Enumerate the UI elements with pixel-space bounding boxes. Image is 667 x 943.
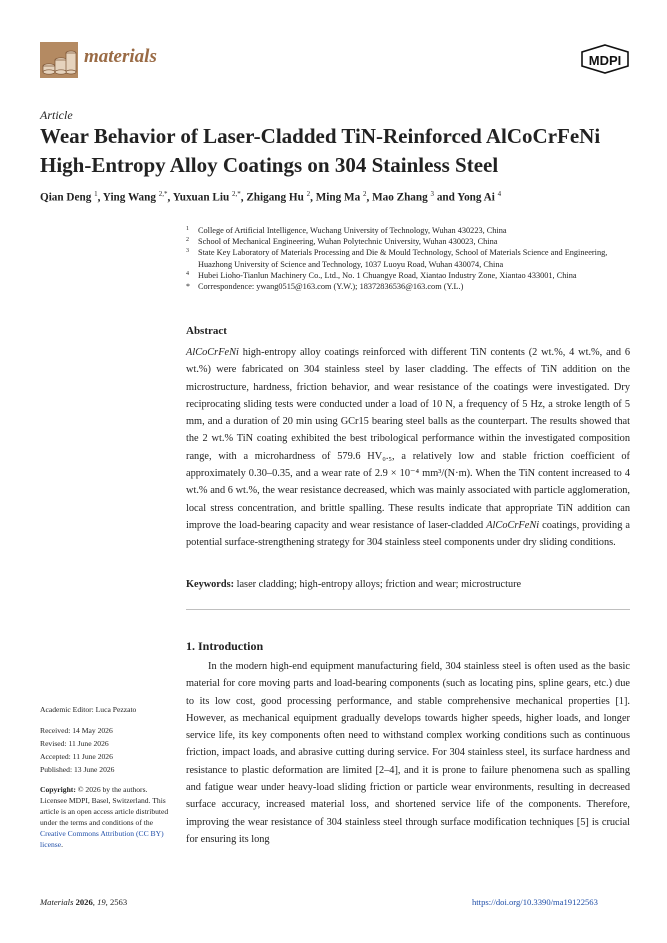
correspondence-text: Correspondence: ywang0515@163.com (Y.W.); 18372836536@163.com (Y.L.): [198, 282, 464, 292]
date-accepted: Accepted: 11 June 2026: [40, 752, 113, 761]
abstract-tail: coatings, providing a potential surface-strengthening strategy for 304 stainless steel components under dry sliding conditions.: [186, 519, 630, 549]
keywords-text: laser cladding; high-entropy alloys; friction and wear; microstructure: [236, 579, 522, 590]
author-affil-ref: 3: [430, 190, 435, 198]
affiliation-number: 1: [186, 226, 189, 232]
affiliations: [186, 225, 631, 292]
copyright-text: © 2026 by the authors. Licensee MDPI, Basel, Switzerland. This article is an open access article distributed under the terms and conditions of the: [40, 785, 169, 827]
abstract-mid-italic: AlCoCrFeNi: [486, 519, 540, 531]
journal-name: materials: [84, 46, 157, 67]
author-name: Qian Deng: [40, 191, 92, 204]
author-name: Yong Ai: [457, 191, 495, 204]
paper-title: Wear Behavior of Laser-Cladded TiN-Reinforced AlCoCrFeNi High-Entropy Alloy Coatings on 304 Stainless Steel: [40, 124, 601, 177]
footer-year: 2026: [75, 897, 93, 907]
doi-link[interactable]: https://doi.org/10.3390/ma19122563: [472, 897, 598, 907]
date-revised: Revised: 11 June 2026: [40, 739, 109, 748]
author-name: Zhigang Hu: [246, 191, 304, 204]
section-divider: [186, 609, 630, 610]
article-type: Article: [40, 108, 73, 122]
abstract-heading: Abstract: [186, 325, 227, 337]
mdpi-logo: [580, 44, 630, 74]
affiliation-item: [186, 225, 631, 236]
date-published: Published: 13 June 2026: [40, 765, 115, 774]
affiliation-text: Hubei Lioho-Tianlun Machinery Co., Ltd., No. 1 Chuangye Road, Xiantao Industry Zone, Xiantao 433001, China: [198, 270, 577, 280]
section-heading-introduction: 1. Introduction: [186, 639, 264, 653]
keywords: [186, 579, 630, 590]
footer-article-number: 2563: [109, 897, 128, 907]
author-name: Mao Zhang: [372, 191, 428, 204]
cc-license-link[interactable]: Creative Commons Attribution (CC BY) license: [40, 829, 164, 849]
academic-editor: Academic Editor: Luca Pezzato: [40, 705, 137, 714]
abstract-lead-italic: AlCoCrFeNi: [186, 347, 239, 358]
correspondence-marker: *: [186, 282, 190, 292]
author-list: Qian Deng $^1$, Ying Wang $^{2,*}$, Yuxuan Liu $^{2,*}$, Zhigang Hu $^2$, Ming Ma $^2$, Mao Zhang $^3$ and Yong Ai $^4$: [40, 190, 502, 204]
footer-citation: Materials 2026, 19, 2563: [40, 897, 128, 907]
affiliation-number: 4: [186, 270, 189, 277]
introduction-paragraph: In the modern high-end equipment manufacturing field, 304 stainless steel is often used as the basic material for core moving parts and load-bearing components (such as locating pins, spline gears, etc.) due to its low cost, good processing performance, and stable comprehensive mechanical properties [1]. However, as mechanical equipment gradually develops towards higher speeds, higher loads, and longer service life, its key components often need to withstand complex working conditions such as continuous friction, impact loads, and abrasive cutting during service. For 304 stainless steel, its surface hardness and resistance to plastic deformation are limited [2–4], and it is prone to failure phenomena such as spalling and fatigue wear under heavy-load sliding friction or particle wear environments, resulting in decreased surface accuracy, increased material loss, and shortened service life of the components. Therefore, improving the wear resistance of 304 stainless steel through surface modification techniques [5] is crucial for ensuring its long: [186, 661, 630, 845]
copyright-notice: [40, 784, 172, 850]
author-affil-ref: 2: [306, 190, 311, 198]
introduction-body: [186, 658, 630, 848]
affiliation-item: [186, 247, 631, 269]
affiliation-number: 3: [186, 248, 189, 255]
publisher-name: MDPI: [588, 53, 622, 68]
footer-volume: 19: [97, 897, 106, 907]
author-affil-ref: 2,*: [158, 190, 168, 198]
author-name: Ming Ma: [315, 191, 361, 204]
correspondence-item: [186, 281, 631, 292]
journal-logo-icon: [40, 42, 78, 78]
footer-journal: Materials: [40, 897, 74, 907]
author-affil-ref: 1: [94, 190, 98, 198]
author-affil-ref: 2: [362, 190, 367, 198]
affiliation-item: [186, 236, 631, 247]
copyright-end: .: [61, 840, 63, 849]
affiliation-item: [186, 270, 631, 281]
date-received: Received: 14 May 2026: [40, 726, 113, 735]
author-affil-ref: 2,*: [231, 190, 241, 198]
abstract-text: high-entropy alloy coatings reinforced with different TiN contents (2 wt.%, 4 wt.%, and 6 wt.%) were fabricated on 304 stainless steel by laser cladding. The effects of TiN addition on the microstructure, hardness, friction behavior, and wear resistance of the coatings were investigated. Dry reciprocating sliding tests were conducted under a load of 10 N, a frequency of 5 Hz, a stroke length of 5 mm, and a duration of 20 min using GCr15 bearing steel balls as the counterpart. The results showed that the 2 wt.% TiN coating exhibited the best tribological performance within the investigated composition range, with a microhardness of 579.6 HV₀.₅, a relatively low and stable friction coefficient of approximately 0.30–0.35, and a wear rate of 2.9 × 10⁻⁴ mm³/(N·m). When the TiN content increased to 4 wt.% and 6 wt.%, the wear resistance decreased, which was mainly associated with particle agglomeration, local stress concentration, and brittle spalling. These results indicate that appropriate TiN addition can improve the load-bearing capacity and wear resistance of laser-cladded: [186, 347, 630, 531]
abstract-body: [186, 344, 630, 552]
author-affil-ref: 4: [497, 190, 502, 198]
affiliation-text: State Key Laboratory of Materials Processing and Die & Mould Technology, School of Materials Science and Engineering, Huazhong University of Science and Technology, 1037 Luoyu Road, Wuhan 430074, China: [198, 248, 608, 269]
keywords-label: Keywords:: [186, 579, 235, 590]
author-name: Ying Wang: [102, 191, 156, 204]
affiliation-number: 2: [186, 237, 189, 244]
affiliation-text: School of Mechanical Engineering, Wuhan Polytechnic University, Wuhan 430023, China: [198, 237, 498, 247]
copyright-label: Copyright:: [40, 785, 76, 794]
affiliation-text: College of Artificial Intelligence, Wuchang University of Technology, Wuhan 430223, China: [198, 226, 507, 235]
author-name: Yuxuan Liu: [172, 191, 230, 204]
